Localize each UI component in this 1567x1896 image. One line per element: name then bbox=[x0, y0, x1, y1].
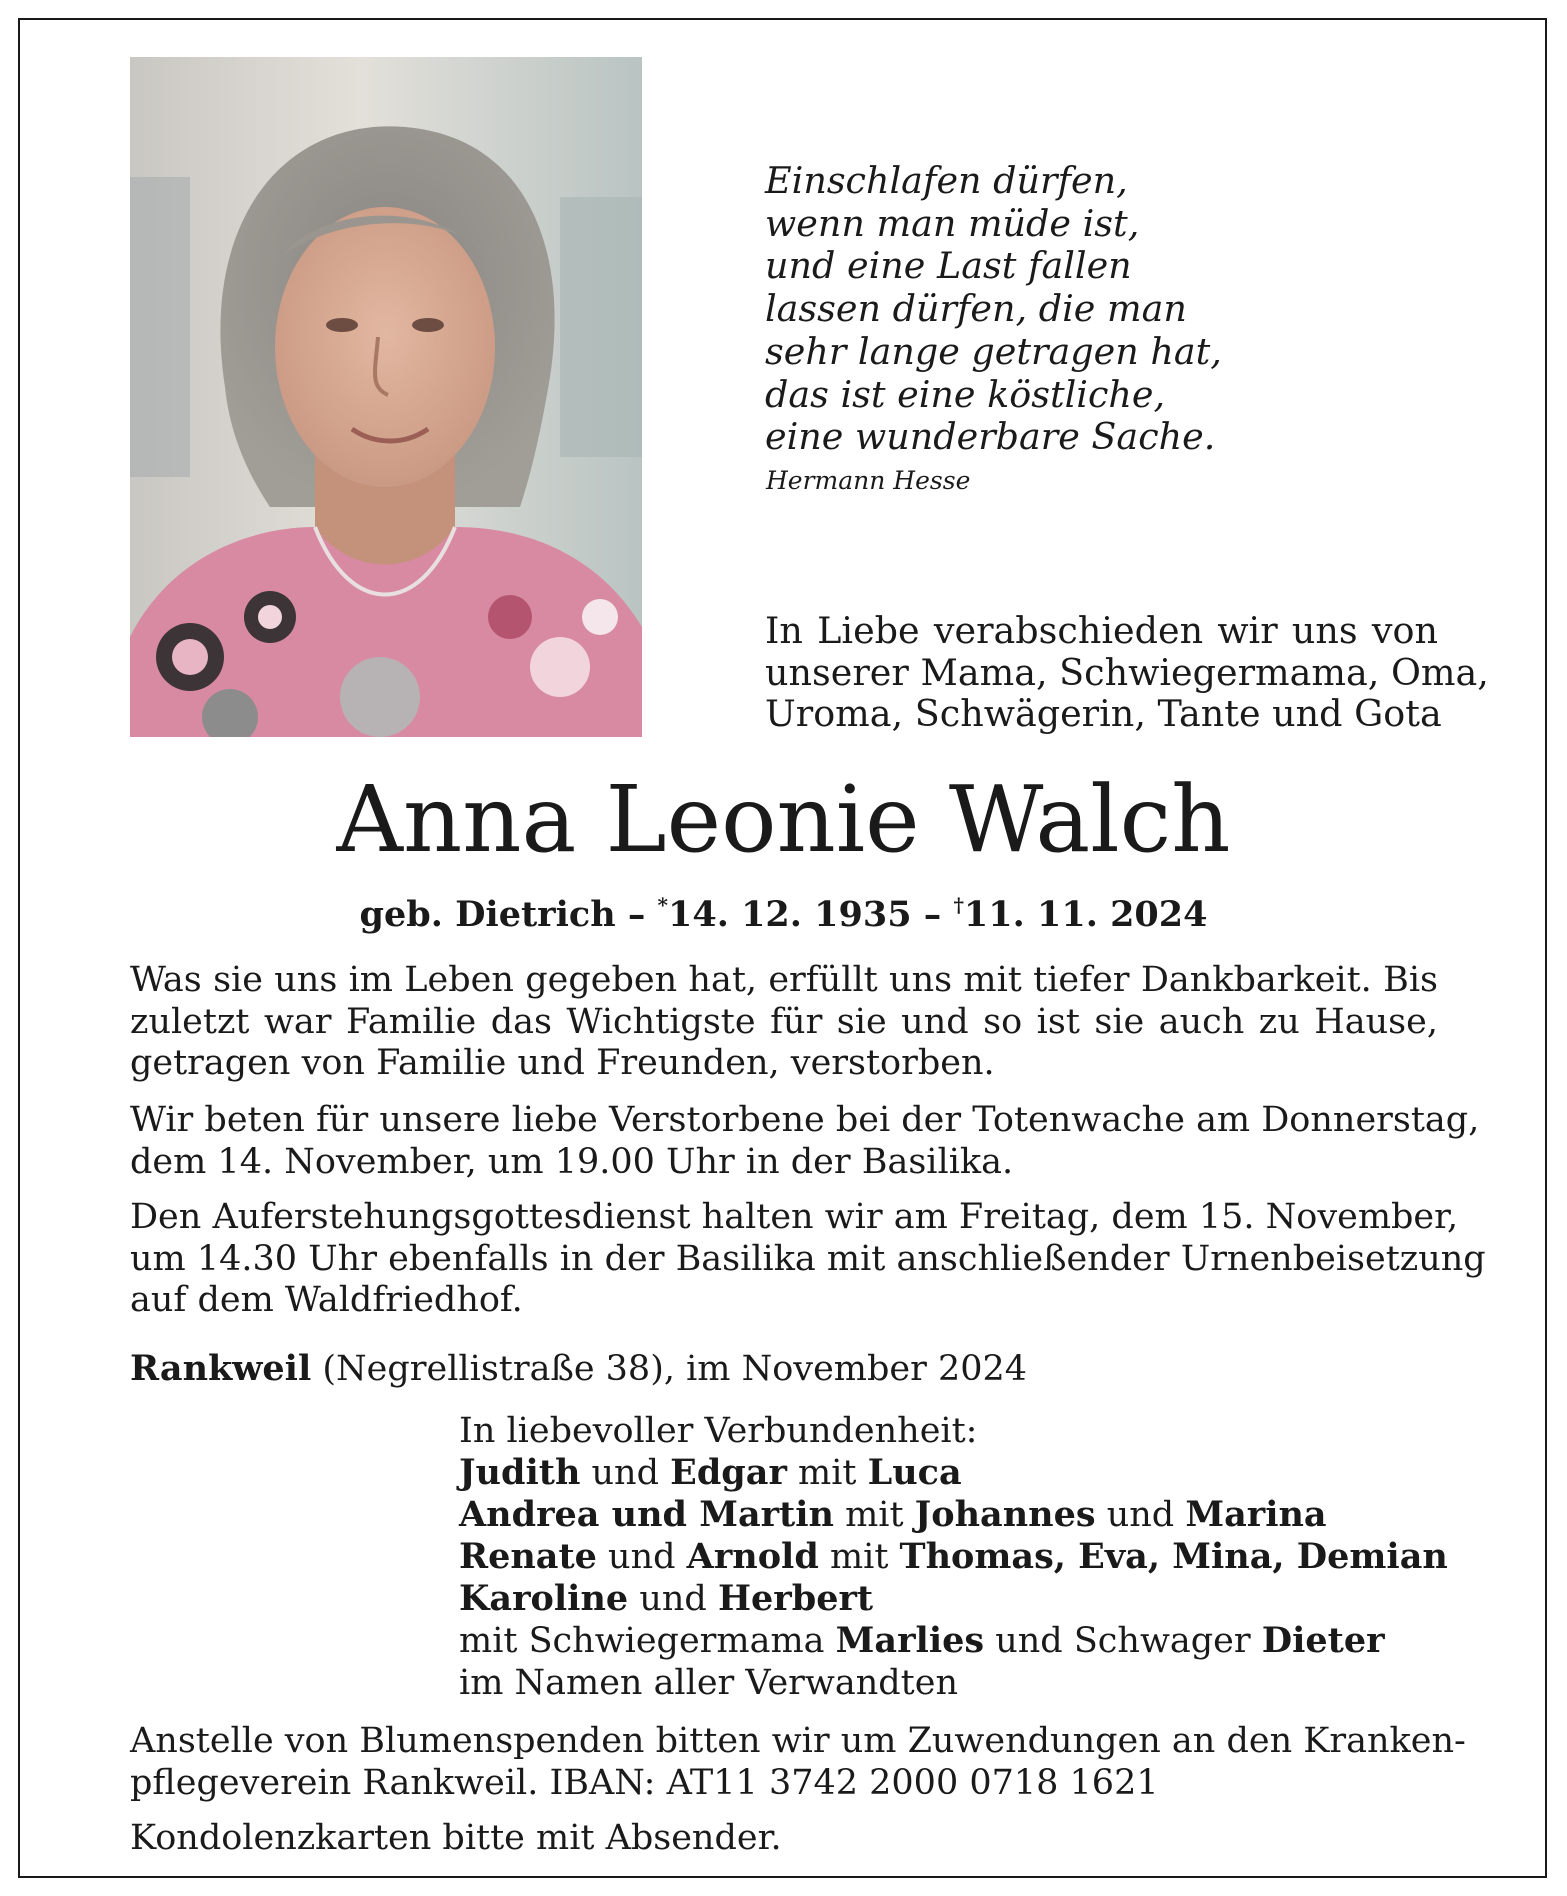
family-connector: und bbox=[580, 1453, 671, 1493]
address-date: (Negrellistraße 38), im November 2024 bbox=[311, 1349, 1028, 1389]
family-connector: mit bbox=[786, 1453, 868, 1493]
family-name: Edgar bbox=[670, 1452, 787, 1493]
portrait-photo bbox=[130, 57, 642, 737]
intro-text bbox=[765, 609, 1489, 736]
donation-line: Anstelle von Blumenspenden bitten wir um Zuwendungen an den Kranken- bbox=[130, 1721, 1466, 1761]
poem-line: sehr lange getragen hat, bbox=[765, 329, 1222, 373]
birth-symbol: * bbox=[657, 893, 668, 917]
paragraph-line: getragen von Familie und Freunden, verstorben. bbox=[130, 1043, 995, 1084]
intro-line: Uroma, Schwägerin, Tante und Gota bbox=[765, 692, 1442, 736]
paragraph-line: auf dem Waldfriedhof. bbox=[130, 1280, 523, 1321]
paragraph-line: zuletzt war Familie das Wichtigste für sie und so ist sie auch zu Hause, bbox=[130, 1001, 1438, 1042]
poem-line: eine wunderbare Sache. bbox=[765, 415, 1216, 459]
life-dates bbox=[0, 883, 1567, 937]
family-line bbox=[459, 1452, 1448, 1494]
family-connector: und bbox=[1095, 1495, 1186, 1535]
family-line bbox=[459, 1536, 1448, 1578]
poem-line: lassen dürfen, die man bbox=[765, 287, 1187, 331]
deceased-name: Anna Leonie Walch bbox=[336, 766, 1231, 873]
birth-date: 14. 12. 1935 bbox=[668, 894, 912, 935]
family-name: Thomas, Eva, Mina, Demian bbox=[899, 1536, 1448, 1577]
family-connector: im Namen aller Verwandten bbox=[459, 1663, 958, 1703]
intro-line: In Liebe verabschieden wir uns von bbox=[765, 609, 1438, 652]
dash: – bbox=[627, 894, 646, 935]
poem-line: und eine Last fallen bbox=[765, 244, 1132, 288]
death-date: 11. 11. 2024 bbox=[963, 894, 1208, 935]
family-name: Dieter bbox=[1261, 1620, 1385, 1661]
paragraph-line: Was sie uns im Leben gegeben hat, erfüllt uns mit tiefer Dankbarkeit. Bis bbox=[130, 960, 1438, 1000]
family-name: Marlies bbox=[835, 1620, 985, 1661]
family-name: Herbert bbox=[717, 1578, 874, 1619]
dash: – bbox=[923, 894, 942, 935]
paragraph-service bbox=[130, 1197, 1486, 1322]
town: Rankweil bbox=[130, 1348, 312, 1389]
donation-line: pflegeverein Rankweil. IBAN: AT11 3742 2000 0718 1621 bbox=[130, 1763, 1159, 1803]
poem-author: Hermann Hesse bbox=[766, 466, 971, 495]
family-connector: und bbox=[596, 1537, 687, 1577]
family-connector: und bbox=[628, 1579, 718, 1619]
family-name: Luca bbox=[867, 1452, 962, 1493]
family-name: Renate bbox=[459, 1536, 597, 1577]
paragraph-gratitude bbox=[130, 960, 1438, 1085]
death-symbol: † bbox=[953, 893, 964, 917]
maiden-name: geb. Dietrich bbox=[359, 894, 616, 935]
condolence-note: Kondolenzkarten bitte mit Absender. bbox=[130, 1818, 782, 1858]
paragraph-line: dem 14. November, um 19.00 Uhr in der Basilika. bbox=[130, 1141, 1014, 1182]
paragraph-wake bbox=[130, 1100, 1480, 1183]
family-name: Judith bbox=[459, 1452, 581, 1493]
family-name: Johannes bbox=[914, 1494, 1096, 1535]
poem-line: Einschlafen dürfen, bbox=[765, 159, 1128, 202]
family-connector: mit bbox=[818, 1537, 900, 1577]
paragraph-line: Wir beten für unsere liebe Verstorbene bei der Totenwache am Donnerstag, bbox=[130, 1100, 1480, 1140]
poem bbox=[765, 160, 1222, 459]
family-connector: und Schwager bbox=[984, 1621, 1262, 1661]
intro-line: unserer Mama, Schwiegermama, Oma, bbox=[765, 650, 1489, 694]
family-connector: mit bbox=[833, 1495, 915, 1535]
family-line bbox=[459, 1578, 1448, 1620]
family-name: Andrea und Martin bbox=[459, 1494, 834, 1535]
family-signatures bbox=[459, 1410, 1448, 1704]
family-name: Arnold bbox=[686, 1536, 819, 1577]
family-line bbox=[459, 1620, 1448, 1662]
family-line bbox=[459, 1662, 1448, 1704]
place-date bbox=[130, 1348, 1027, 1390]
family-connector: mit Schwiegermama bbox=[459, 1621, 836, 1661]
paragraph-line: Den Auferstehungsgottesdienst halten wir am Freitag, dem 15. November, bbox=[130, 1197, 1459, 1237]
paragraph-line: um 14.30 Uhr ebenfalls in der Basilika mit anschließender Urnenbeisetzung bbox=[130, 1238, 1486, 1279]
poem-line: wenn man müde ist, bbox=[765, 201, 1140, 245]
family-name: Karoline bbox=[459, 1578, 629, 1619]
family-line bbox=[459, 1494, 1448, 1536]
family-heading: In liebevoller Verbundenheit: bbox=[459, 1411, 978, 1451]
family-name: Marina bbox=[1185, 1494, 1327, 1535]
poem-line: das ist eine köstliche, bbox=[765, 372, 1166, 416]
donation-note bbox=[130, 1720, 1466, 1804]
